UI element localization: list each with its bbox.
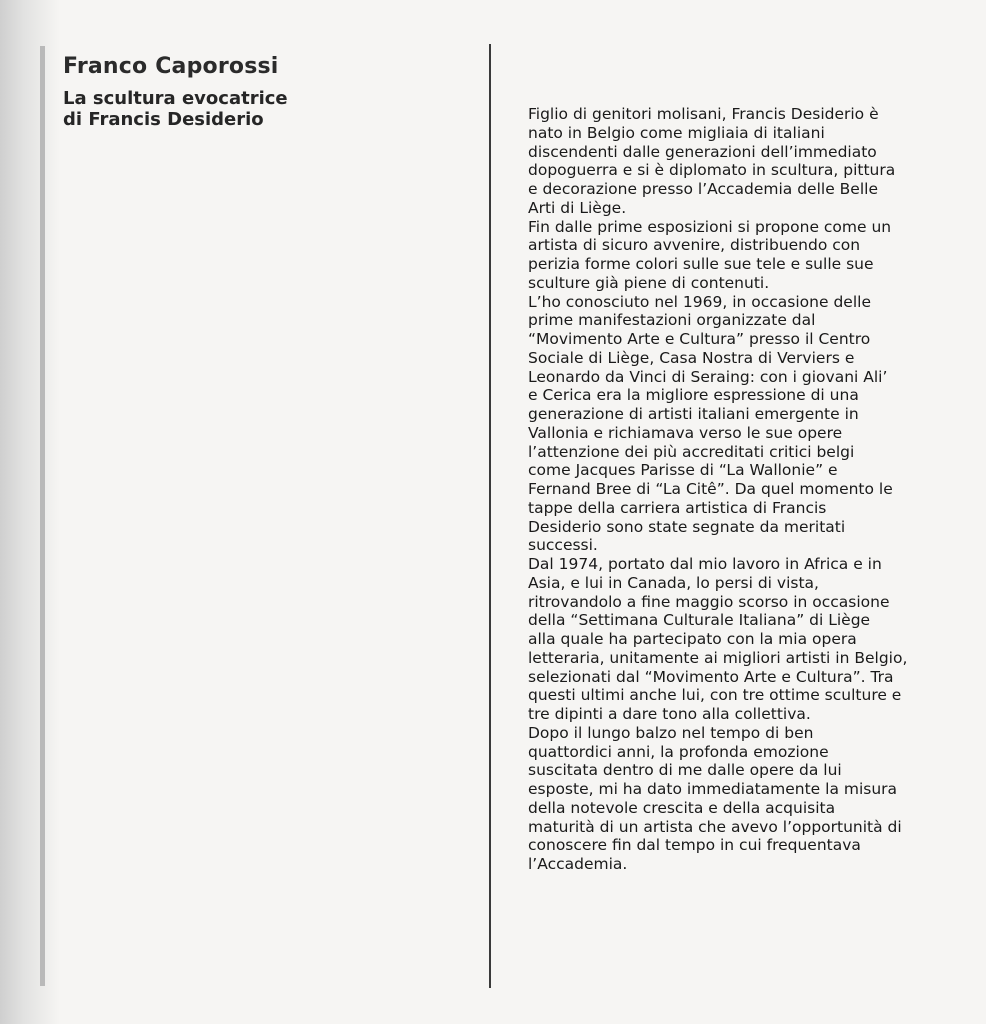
- body-line: maturità di un artista che avevo l’opportunità di: [528, 817, 902, 836]
- body-line: Dal 1974, portato dal mio lavoro in Africa e in: [528, 555, 882, 573]
- body-line: l’Accademia.: [528, 855, 628, 873]
- body-line: questi ultimi anche lui, con tre ottime sculture e: [528, 686, 902, 705]
- body-line: come Jacques Parisse di “La Wallonie” e: [528, 461, 838, 480]
- body-line: sculture già piene di contenuti.: [528, 273, 770, 292]
- body-line: generazione di artisti italiani emergente in: [528, 405, 859, 423]
- body-line: perizia forme colori sulle sue tele e sulle sue: [528, 255, 874, 273]
- body-line: nato in Belgio come migliaia di italiani: [528, 123, 825, 142]
- body-line: esposte, mi ha dato immediatamente la misura: [528, 780, 898, 798]
- body-line: Leonardo da Vinci di Seraing: con i giovani Ali’: [528, 367, 888, 386]
- body-line: tre dipinti a dare tono alla collettiva.: [528, 705, 811, 723]
- page-gutter-shadow: [0, 0, 60, 1024]
- body-line: della “Settimana Culturale Italiana” di Liège: [528, 611, 871, 630]
- body-line: tappe della carriera artistica di Francis: [528, 498, 827, 517]
- body-line: alla quale ha partecipato con la mia opera: [528, 630, 857, 648]
- body-line: letteraria, unitamente ai migliori artisti in Belgio,: [528, 648, 908, 667]
- article-title-line: di Francis Desiderio: [63, 109, 264, 130]
- body-line: conoscere fin dal tempo in cui frequentava: [528, 836, 861, 855]
- body-line: Desiderio sono state segnate da meritati: [528, 517, 846, 536]
- column-divider: [489, 44, 491, 988]
- body-line: dopoguerra e si è diplomato in scultura, pittura: [528, 161, 896, 180]
- body-line: Asia, e lui in Canada, lo persi di vista,: [528, 573, 819, 592]
- body-line: selezionati dal “Movimento Arte e Cultura”. Tra: [528, 667, 894, 686]
- body-line: l’attenzione dei più accreditati critici belgi: [528, 442, 855, 461]
- body-line: quattordici anni, la profonda emozione: [528, 742, 829, 761]
- body-line: Arti di Liège.: [528, 198, 627, 217]
- body-line: discendenti dalle generazioni dell’immediato: [528, 142, 877, 161]
- body-line: prime manifestazioni organizzate dal: [528, 311, 816, 330]
- body-line: Sociale di Liège, Casa Nostra di Verviers e: [528, 348, 855, 367]
- body-line: successi.: [528, 536, 598, 555]
- body-line: artista di sicuro avvenire, distribuendo con: [528, 236, 861, 255]
- body-line: Fernand Bree di “La Citê”. Da quel momento le: [528, 480, 893, 498]
- body-line: L’ho conosciuto nel 1969, in occasione delle: [528, 292, 871, 311]
- article-body: [528, 105, 973, 874]
- body-line: della notevole crescita e della acquisita: [528, 798, 836, 817]
- body-line: Figlio di genitori molisani, Francis Desiderio è: [528, 105, 879, 123]
- body-line: e Cerica era la migliore espressione di una: [528, 386, 859, 405]
- body-line: Dopo il lungo balzo nel tempo di ben: [528, 723, 814, 742]
- body-line: ritrovandolo a fine maggio scorso in occasione: [528, 592, 890, 611]
- body-line: Fin dalle prime esposizioni si propone come un: [528, 217, 892, 236]
- body-line: Vallonia e richiamava verso le sue opere: [528, 423, 843, 442]
- article-title: [63, 88, 288, 130]
- body-line: “Movimento Arte e Cultura” presso il Centro: [528, 330, 871, 348]
- left-margin-rule: [40, 46, 45, 986]
- author-name: Franco Caporossi: [63, 54, 279, 79]
- body-line: suscitata dentro di me dalle opere da lui: [528, 761, 842, 780]
- article-title-line: La scultura evocatrice: [63, 88, 288, 109]
- body-line: e decorazione presso l’Accademia delle Belle: [528, 180, 878, 198]
